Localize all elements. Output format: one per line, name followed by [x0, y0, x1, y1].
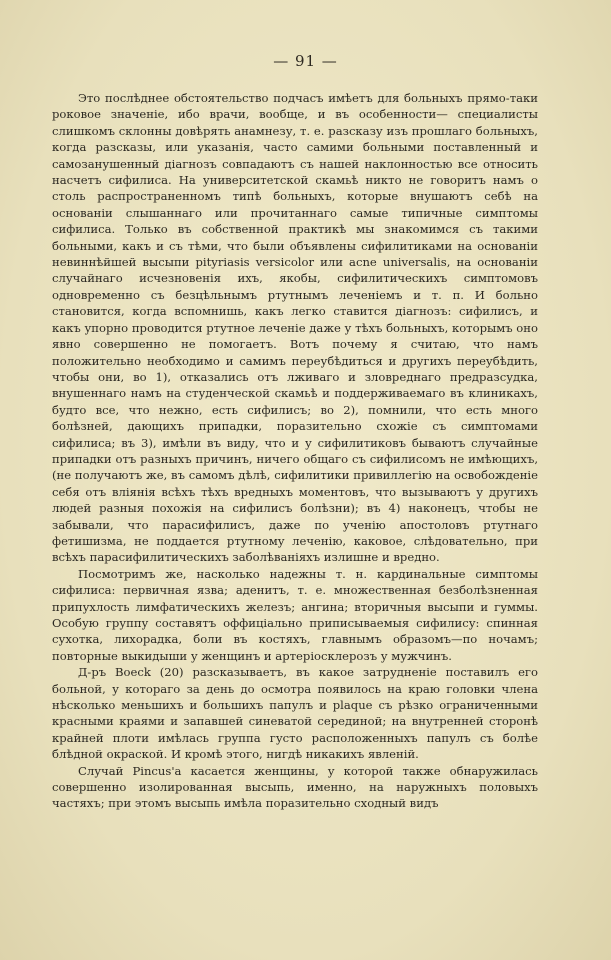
body-text: [52, 90, 538, 812]
paragraph-1: Это послѣднее обстоятельство подчасъ имѣетъ для больныхъ прямо-таки роковое значенiе, ибо врачи, вообще, и въ особенности— специалисты слишкомъ склонны довѣрять анамнезу, т. е. разсказу изъ прошлаго больныхъ, когда разсказы, или указанiя, часто самими больными поставленный и самозанушенный дiагнозъ совпадаютъ съ нашей наклонностью все относить насчетъ сифилиса. На университетской скамьѣ никто не говоритъ намъ о столь распространенномъ типѣ больныхъ, которые внушаютъ себѣ на основанiи слышаннаго или прочитаннаго самые типичные симптомы сифилиса. Только въ собственной практикѣ мы знакомимся съ такими больными, какъ и съ тѣми, что были объявлены сифилитиками на основанiи невиннѣйшей высыпи pityriasis versicolor или acne universalis, на основанiи случайнаго исчезновенiя ихъ, якобы, сифилитическихъ симптомовъ одновременно съ безцѣльнымъ ртутнымъ леченiемъ и т. п. И больно становится, когда вспомнишь, какъ легко ставится дiагнозъ: сифилисъ, и какъ упорно проводится ртутное леченiе даже у тѣхъ больныхъ, которымъ оно явно совершенно не помогаетъ. Вотъ почему я считаю, что намъ положительно необходимо и самимъ переубѣдиться и другихъ переубѣдить, чтобы они, во 1), отказались отъ лживаго и зловреднаго предразсудка, внушеннаго намъ на студенческой скамьѣ и поддерживаемаго въ клиникахъ, будто все, что нежно, есть сифилисъ; во 2), помнили, что есть много болѣзней, дающихъ припадки, поразительно схожiе съ симптомами сифилиса; въ 3), имѣли въ виду, что и у сифилитиковъ бываютъ случайные припадки отъ разныхъ причинъ, ничего общаго съ сифилисомъ не имѣющихъ, (не получаютъ же, въ самомъ дѣлѣ, сифилитики привиллегiю на освобожденiе себя отъ влiянiя всѣхъ тѣхъ вредныхъ моментовъ, что вызываютъ у другихъ людей разныя похожiя на сифилисъ болѣзни); въ 4) наконецъ, чтобы не забывали, что парасифилисъ, даже по ученiю апостоловъ ртутнаго фетишизма, не поддается ртутному леченiю, каковое, слѣдовательно, при всѣхъ парасифилитическихъ заболѣванiяхъ излишне и вредно.: [52, 91, 538, 565]
paragraph-3: Д-ръ Boeck (20) разсказываетъ, въ какое затрудненiе поставилъ его больной, у котораго за день до осмотра появилось на краю головки члена нѣсколько меньшихъ и большихъ папулъ и plaque съ рѣзко ограниченными красными краями и запавшей синеватой серединой; на внутренней сторонѣ крайней плоти имѣлась группа густо расположенныхъ папулъ съ болѣе блѣдной окраской. И кромѣ этого, нигдѣ никакихъ явленiй.: [52, 665, 538, 762]
page-number: — 91 —: [273, 52, 338, 70]
paragraph-4: Случай Pincus'a касается женщины, у которой также обнаружилась совершенно изолированная высыпь, именно, на наружныхъ половыхъ частяхъ; при этомъ высыпь имѣла поразительно сходный видъ: [52, 763, 538, 811]
paragraph-2: Посмотримъ же, насколько надежны т. н. кардинальные симптомы сифилиса: первичная язва; аденитъ, т. е. множественная безболѣзненная припухлость лимфатическихъ железъ; ангина; вторичныя высыпи и гуммы. Особую группу составятъ оффицiально приписываемыя сифилису: спинная сухотка, лихорадка, боли въ костяхъ, главнымъ образомъ—по ночамъ; повторные выкидыши у женщинъ и артерiосклерозъ у мужчинъ.: [52, 566, 538, 663]
